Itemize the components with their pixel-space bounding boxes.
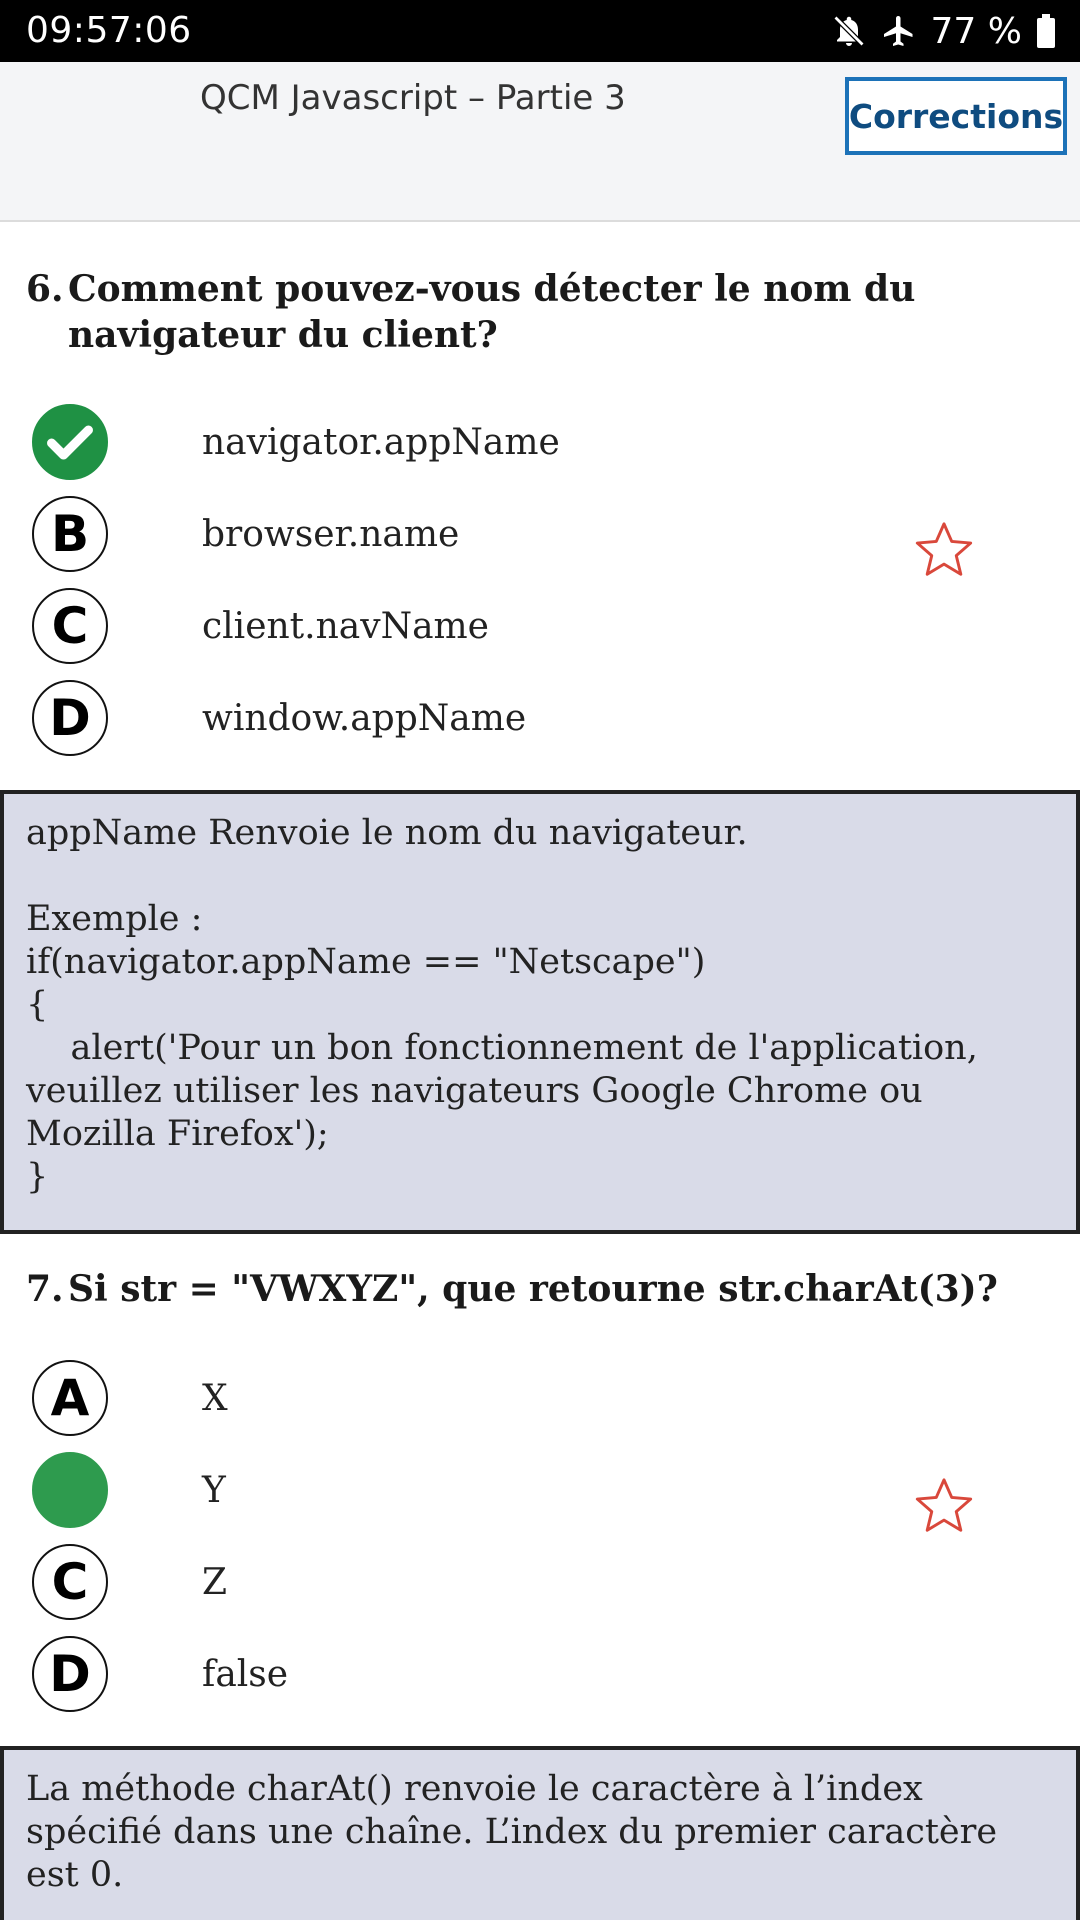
favorite-star-icon[interactable] xyxy=(912,518,976,582)
explanation-box-q6: appName Renvoie le nom du navigateur. Exemple : if(navigator.appName == "Netscape") { alert('Pour un bon fonctionnement de l'application, veuillez utiliser les navigateurs Google Chrome ou Mozilla Firefox'); } xyxy=(0,790,1080,1234)
question-number: 7. xyxy=(26,1268,64,1310)
q7-option-c[interactable] xyxy=(32,1542,932,1622)
status-bar xyxy=(0,0,1080,62)
app-header xyxy=(0,62,1080,222)
option-letter-d: D xyxy=(32,1636,108,1712)
option-letter-d: D xyxy=(32,680,108,756)
q6-option-c[interactable] xyxy=(32,586,932,666)
status-time: 09:57:06 xyxy=(26,10,192,51)
corrections-button[interactable]: Corrections xyxy=(845,77,1067,155)
option-label: navigator.appName xyxy=(202,421,560,463)
battery-percent: 77 % xyxy=(930,10,1022,52)
option-letter-a: A xyxy=(32,1360,108,1436)
question-text: Comment pouvez-vous détecter le nom du navigateur du client? xyxy=(68,268,916,356)
battery-icon xyxy=(1036,14,1056,48)
page-title: QCM Javascript – Partie 3 xyxy=(200,78,626,118)
option-label: X xyxy=(202,1377,228,1419)
q6-option-d[interactable] xyxy=(32,678,932,758)
question-number: 6. xyxy=(26,268,64,310)
option-label: Z xyxy=(202,1561,228,1603)
option-letter-c: C xyxy=(32,1544,108,1620)
option-label: client.navName xyxy=(202,605,489,647)
q7-option-d[interactable] xyxy=(32,1634,932,1714)
airplane-icon xyxy=(881,13,917,49)
q7-option-a[interactable] xyxy=(32,1358,932,1438)
option-label: browser.name xyxy=(202,513,460,555)
q6-option-b[interactable] xyxy=(32,494,932,574)
explanation-box-q7: La méthode charAt() renvoie le caractère à l’index spécifié dans une chaîne. L’index du premier caractère est 0. xyxy=(0,1746,1080,1920)
question-6 xyxy=(26,266,1036,358)
q7-option-b[interactable] xyxy=(32,1450,932,1530)
bell-off-icon xyxy=(831,13,867,49)
option-letter-b: B xyxy=(32,496,108,572)
favorite-star-icon[interactable] xyxy=(912,1474,976,1538)
option-label: Y xyxy=(202,1469,226,1511)
selected-dot-icon xyxy=(32,1452,108,1528)
q6-option-a[interactable] xyxy=(32,402,932,482)
question-text: Si str = "VWXYZ", que retourne str.charAt(3)? xyxy=(68,1268,998,1310)
checkmark-icon xyxy=(32,404,108,480)
option-label: false xyxy=(202,1653,289,1695)
option-label: window.appName xyxy=(202,697,527,739)
option-letter-c: C xyxy=(32,588,108,664)
question-7 xyxy=(26,1266,1036,1312)
